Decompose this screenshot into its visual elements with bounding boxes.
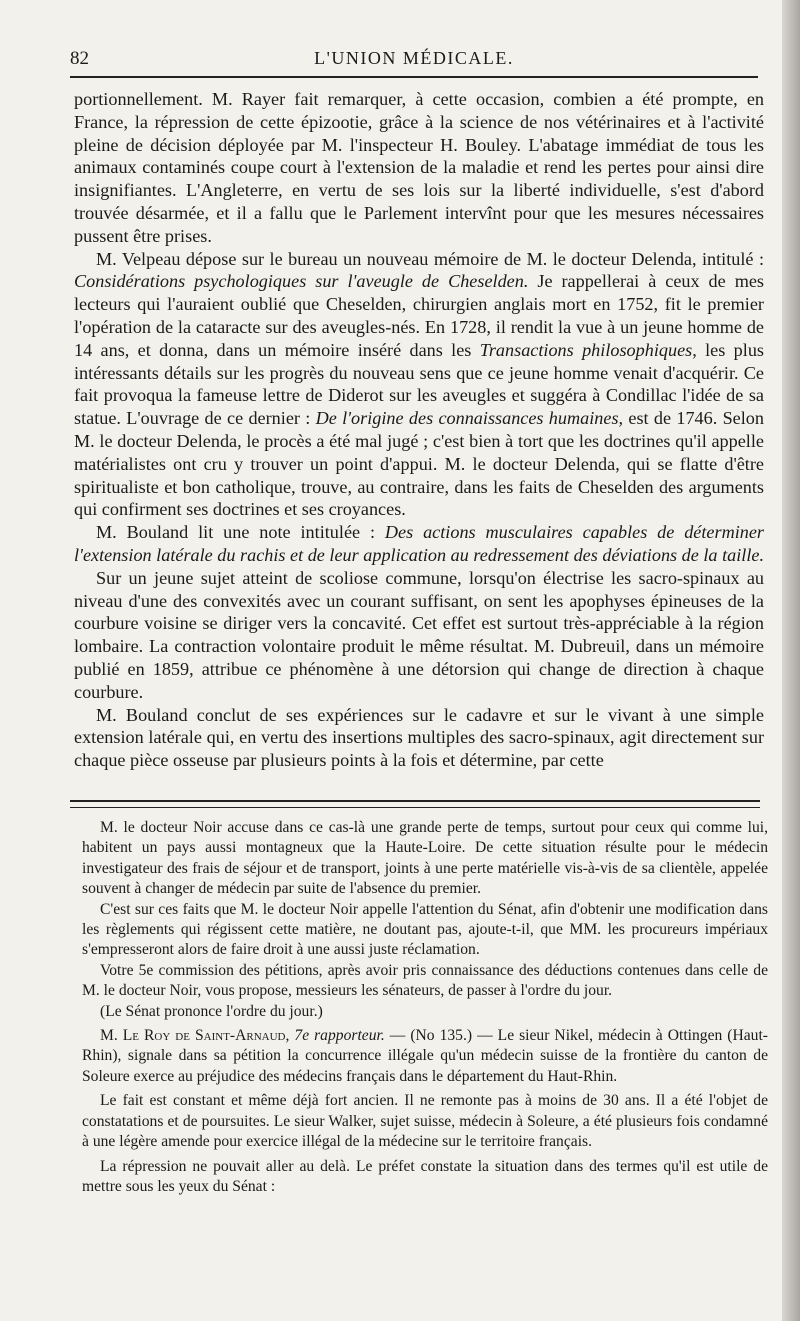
page-binding-shadow [782,0,800,1321]
paragraph-rayer: portionnellement. M. Rayer fait remarquer, à cette occasion, combien a été prompte, en France, la répression de cette épizootie, grâce à la science de nos vétérinaires et à l'activité pleine de décision déployée par M. l'inspecteur H. Bouley. L'abatage immédiat de tous les animaux contaminés coupe court à l'extension de la maladie et rend les pertes pour ainsi dire insignifiantes. L'Angleterre, en vertu de ses lois sur la liberté individuelle, s'est d'abord trouvée désarmée, et il a fallu que le Parlement intervînt pour que les mesures nécessaires pussent être prises. [74,89,764,246]
note-paragraph-3: Votre 5e commission des pétitions, après avoir pris connaissance des déductions contenues dans celle de M. le docteur Noir, vous propose, messieurs les sénateurs, de passer à l'ordre du jour. [82,961,768,1000]
note-paragraph-6: Le fait est constant et même déjà fort ancien. Il ne remonte pas à moins de 30 ans. Il a été l'objet de constatations et de poursuites. Le sieur Walker, sujet suisse, médecin à Soleure, a été plusieurs fois condamné à une légère amende pour exercice illégal de la médecine sur le territoire français. [82,1092,768,1151]
book-title: De l'origine des connaissances humaines, [315,408,624,429]
rapporteur-name: M. Le Roy de Saint-Arnaud, [100,1027,290,1045]
memoir-title: Considérations psychologiques sur l'aveugle de Cheselden. [74,271,529,292]
rapporteur-role: 7e rapporteur. [289,1027,385,1045]
paragraph-velpeau: M. Velpeau dépose sur le bureau un nouveau mémoire de M. le docteur Delenda, intitulé : Considérations psychologiques sur l'aveugle de Cheselden. Je rappellerai à ceux de mes lecteurs qui l'auraient oublié que Cheselden, chirurgien anglais mort en 1752, fit le premier l'opération de la cataracte sur des aveugles-nés. En 1728, il rendit la vue à un jeune homme de 14 ans, et donna, dans un mémoire inséré dans les Transactions philosophiques, les plus intéressants détails sur les progrès du nouveau sens que ce jeune homme venait d'acquérir. Ce fait provoqua la fameuse lettre de Diderot sur les aveugles et suggéra à Condillac l'idée de sa statue. L'ouvrage de ce dernier : De l'origine des connaissances humaines, est de 1746. Selon M. le docteur Delenda, le procès a été mal jugé ; c'est bien à tort que les doctrines qu'il appelle matérialistes ont cru y trouver un point d'appui. M. le docteur Delenda, qui se flatte d'être spiritualiste et bon catholique, trouve, au contraire, dans les faits de Cheselden des arguments qui confirment ses doctrines et ses croyances. [74,248,764,520]
note-paragraph-5: M. Le Roy de Saint-Arnaud, 7e rapporteur. — (No 135.) — Le sieur Nikel, médecin à Ottingen (Haut-Rhin), signale dans sa pétition la concurrence illégale qu'un médecin suisse de la frontière du canton de Soleure exerce au préjudice des médecins français dans le département du Haut-Rhin. [82,1027,768,1085]
main-text [74,88,764,772]
page-header [70,44,758,74]
journal-title: Transactions philosophiques, [479,339,697,360]
paragraph-bouland-conclusion: M. Bouland conclut de ses expériences sur le cadavre et sur le vivant à une simple extension latérale qui, en vertu des insertions multiples des sacro-spinaux, agit directement sur chaque pièce osseuse par plusieurs points à la fois et détermine, par cette [74,704,764,771]
note-paragraph-7: La répression ne pouvait aller au delà. Le préfet constate la situation dans des termes qu'il est utile de mettre sous les yeux du Sénat : [82,1157,768,1195]
paragraph-bouland-note: M. Bouland lit une note intitulée : Des actions musculaires capables de déterminer l'extension latérale du rachis et de leur application au redressement des déviations de la taille. [74,522,765,565]
note-title: Des actions musculaires capables de déterminer l'extension latérale du rachis et de leur application au redressement des déviations de la taille. [74,522,765,565]
note-paragraph-2: C'est sur ces faits que M. le docteur Noir appelle l'attention du Sénat, afin d'obtenir une modification dans les règlements qui régissent cette matière, ne doutant pas, ajoute-t-il, que MM. les procureurs impériaux s'empresseront alors de faire droit à une aussi juste réclamation. [82,900,768,959]
note-paragraph-4: (Le Sénat prononce l'ordre du jour.) [100,1002,323,1020]
page-number: 82 [70,48,89,69]
header-rule [70,76,758,78]
senate-report-text [82,818,768,1197]
paragraph-scoliose: Sur un jeune sujet atteint de scoliose commune, lorsqu'on électrise les sacro-spinaux au niveau d'une des convexités avec un courant suffisant, on sent les apophyses épineuses de la courbure voisine se diriger vers la concavité. Cet effet est surtout très-appréciable à la région lombaire. La contraction volontaire produit le même résultat. M. Dubreuil, dans un mémoire publié en 1859, attribue ce phénomène à une détorsion qui change de direction à chaque courbure. [74,567,764,702]
running-title: L'UNION MÉDICALE. [314,48,514,68]
section-divider [70,800,760,808]
note-paragraph-1: M. le docteur Noir accuse dans ce cas-là une grande perte de temps, surtout pour ceux qui comme lui, habitent un pays aussi montagneux que la Haute-Loire. De cette situation résulte pour le médecin investigateur des frais de séjour et de transport, joints à une perte matérielle vis-à-vis de sa clientèle, appelée souvent à changer de médecin par suite de l'absence du premier. [82,819,768,898]
